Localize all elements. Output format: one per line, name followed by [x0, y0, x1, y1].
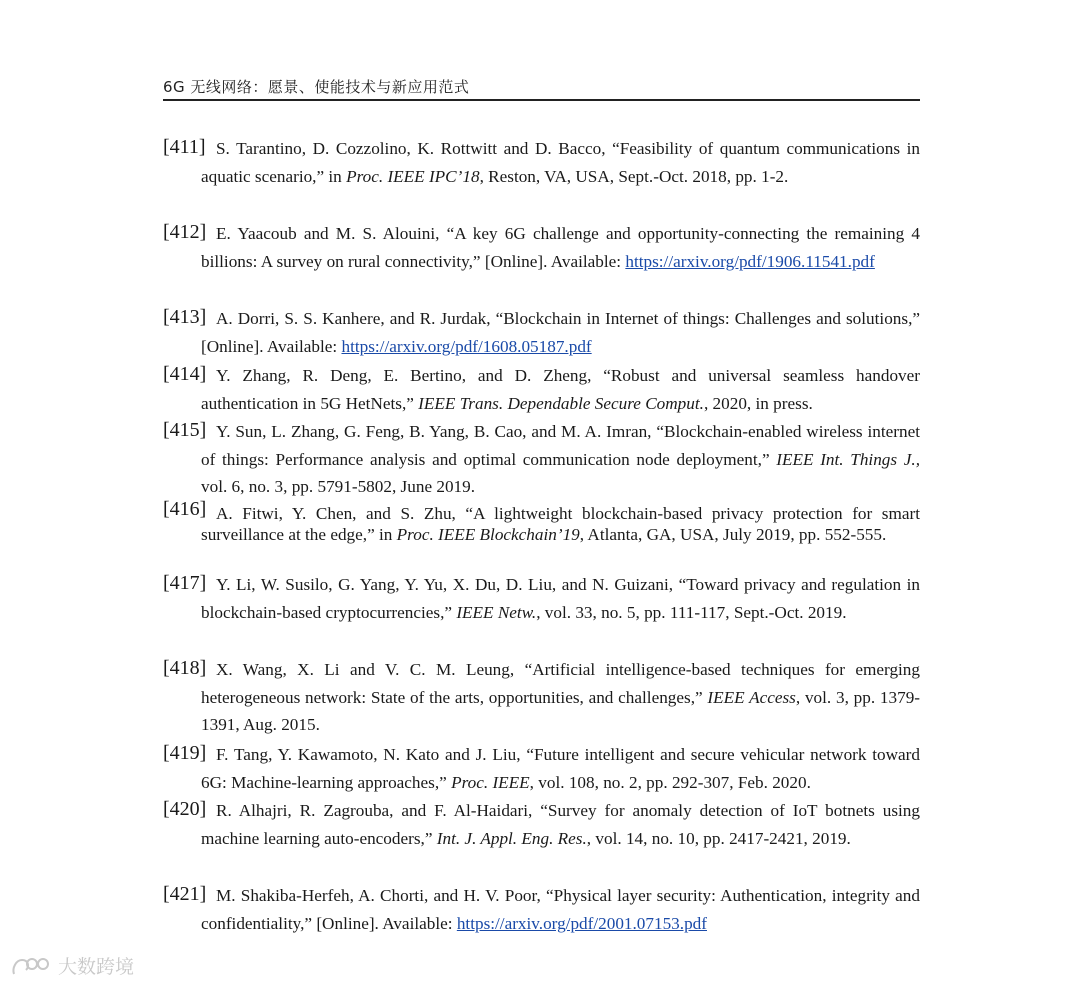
reference-text	[201, 305, 920, 360]
reference-text	[201, 882, 920, 937]
reference-text-segment: Y. Li, W. Susilo, G. Yang, Y. Yu, X. Du, D. Liu, and N. Guizani, “Toward privacy and regulation in blockchain-based cryptocurrencies,”	[201, 575, 920, 622]
reference-text	[201, 135, 920, 190]
reference-number: [418]	[163, 657, 207, 679]
reference-entry	[163, 656, 920, 739]
publication-venue: Proc. IEEE IPC’18	[346, 166, 480, 186]
reference-text-segment: vol. 6, no. 3, pp. 5791-5802, June 2019.	[201, 477, 476, 496]
reference-text-segment: A. Fitwi, Y. Chen, and S. Zhu, “A lightweight blockchain-based privacy protection for smart surveillance at the edge,” in	[201, 504, 920, 544]
header-rule	[163, 99, 920, 101]
watermark-text: 大数跨境	[58, 956, 135, 978]
reference-number: [421]	[163, 883, 207, 905]
reference-number: [420]	[163, 798, 207, 820]
reference-entry	[163, 305, 920, 360]
reference-number: [417]	[163, 572, 207, 594]
reference-text	[201, 797, 920, 852]
reference-number: [416]	[163, 498, 207, 520]
reference-text-segment: Y. Zhang, R. Deng, E. Bertino, and D. Zheng, “Robust and universal seamless handover authentication in 5G HetNets,”	[201, 366, 920, 413]
reference-text	[201, 571, 920, 626]
reference-entry	[163, 571, 920, 626]
watermark	[10, 952, 134, 979]
reference-link[interactable]: https://arxiv.org/pdf/1608.05187.pdf	[341, 336, 592, 356]
logo-icon	[10, 954, 54, 978]
reference-text-segment: Y. Sun, L. Zhang, G. Feng, B. Yang, B. Cao, and M. A. Imran, “Blockchain-enabled wireless internet of things: Performance analysis and optimal communication node deployment,”	[201, 422, 920, 469]
reference-number: [411]	[163, 136, 206, 158]
reference-text-segment: S. Tarantino, D. Cozzolino, K. Rottwitt and D. Bacco, “Feasibility of quantum communications in aquatic scenario,” in	[201, 139, 920, 186]
publication-venue: IEEE Netw.	[456, 602, 537, 622]
reference-text-segment: , Atlanta, GA, USA, July 2019, pp. 552-555.	[579, 525, 887, 544]
reference-text-segment: R. Alhajri, R. Zagrouba, and F. Al-Haidari, “Survey for anomaly detection of IoT botnets using machine learning auto-encoders,”	[201, 801, 920, 848]
reference-entry	[163, 797, 920, 852]
reference-number: [419]	[163, 742, 207, 764]
reference-text	[201, 741, 920, 796]
reference-text-segment: M. Shakiba-Herfeh, A. Chorti, and H. V. Poor, “Physical layer security: Authentication, integrity and confidentiality,” [Online]. Available:	[201, 886, 920, 933]
reference-entry	[163, 135, 920, 190]
reference-text-segment: , 2020, in press.	[703, 393, 813, 413]
publication-venue: IEEE Trans. Dependable Secure Comput.	[418, 393, 704, 413]
reference-text-segment: X. Wang, X. Li and V. C. M. Leung, “Artificial intelligence-based techniques for emerging heterogeneous network: State of the arts, opportunities, and challenges,”	[201, 660, 920, 707]
reference-text	[201, 220, 920, 275]
reference-entry	[163, 362, 920, 417]
running-header: 6G 无线网络：愿景、使能技术与新应用范式	[163, 78, 470, 96]
publication-venue: IEEE Int. Things J.,	[776, 449, 921, 469]
reference-number: [412]	[163, 221, 207, 243]
reference-text	[201, 656, 920, 739]
reference-text	[201, 503, 920, 545]
reference-text-segment: A. Dorri, S. S. Kanhere, and R. Jurdak, “Blockchain in Internet of things: Challenges and solutions,” [Online]. Available:	[201, 309, 920, 356]
reference-text-segment: , vol. 3, pp. 1379-1391, Aug. 2015.	[201, 687, 921, 734]
reference-number: [415]	[163, 419, 207, 441]
reference-number: [414]	[163, 363, 207, 385]
reference-entry	[163, 220, 920, 275]
reference-entry	[163, 882, 920, 937]
reference-text-segment: , Reston, VA, USA, Sept.-Oct. 2018, pp. 1-2.	[479, 166, 789, 186]
reference-number: [413]	[163, 306, 207, 328]
reference-text	[201, 418, 920, 501]
reference-link[interactable]: https://arxiv.org/pdf/2001.07153.pdf	[456, 913, 707, 933]
publication-venue: Proc. IEEE Blockchain’19	[396, 525, 580, 544]
reference-link[interactable]: https://arxiv.org/pdf/1906.11541.pdf	[625, 251, 875, 271]
reference-entry	[163, 741, 920, 796]
publication-venue: Int. J. Appl. Eng. Res.	[436, 828, 587, 848]
reference-entry	[163, 498, 920, 545]
reference-entry	[163, 418, 920, 501]
publication-venue: Proc. IEEE	[451, 772, 530, 792]
publication-venue: IEEE Access	[707, 687, 796, 707]
reference-text-segment: F. Tang, Y. Kawamoto, N. Kato and J. Liu, “Future intelligent and secure vehicular network toward 6G: Machine-learning approaches,”	[201, 745, 920, 792]
reference-text-segment: E. Yaacoub and M. S. Alouini, “A key 6G challenge and opportunity-connecting the remaining 4 billions: A survey on rural connectivity,” [Online]. Available:	[201, 224, 920, 271]
reference-text-segment: , vol. 108, no. 2, pp. 292-307, Feb. 2020.	[529, 772, 811, 792]
reference-text-segment: , vol. 14, no. 10, pp. 2417-2421, 2019.	[586, 828, 851, 848]
reference-text	[201, 362, 920, 417]
reference-text-segment: , vol. 33, no. 5, pp. 111-117, Sept.-Oct. 2019.	[536, 602, 847, 622]
